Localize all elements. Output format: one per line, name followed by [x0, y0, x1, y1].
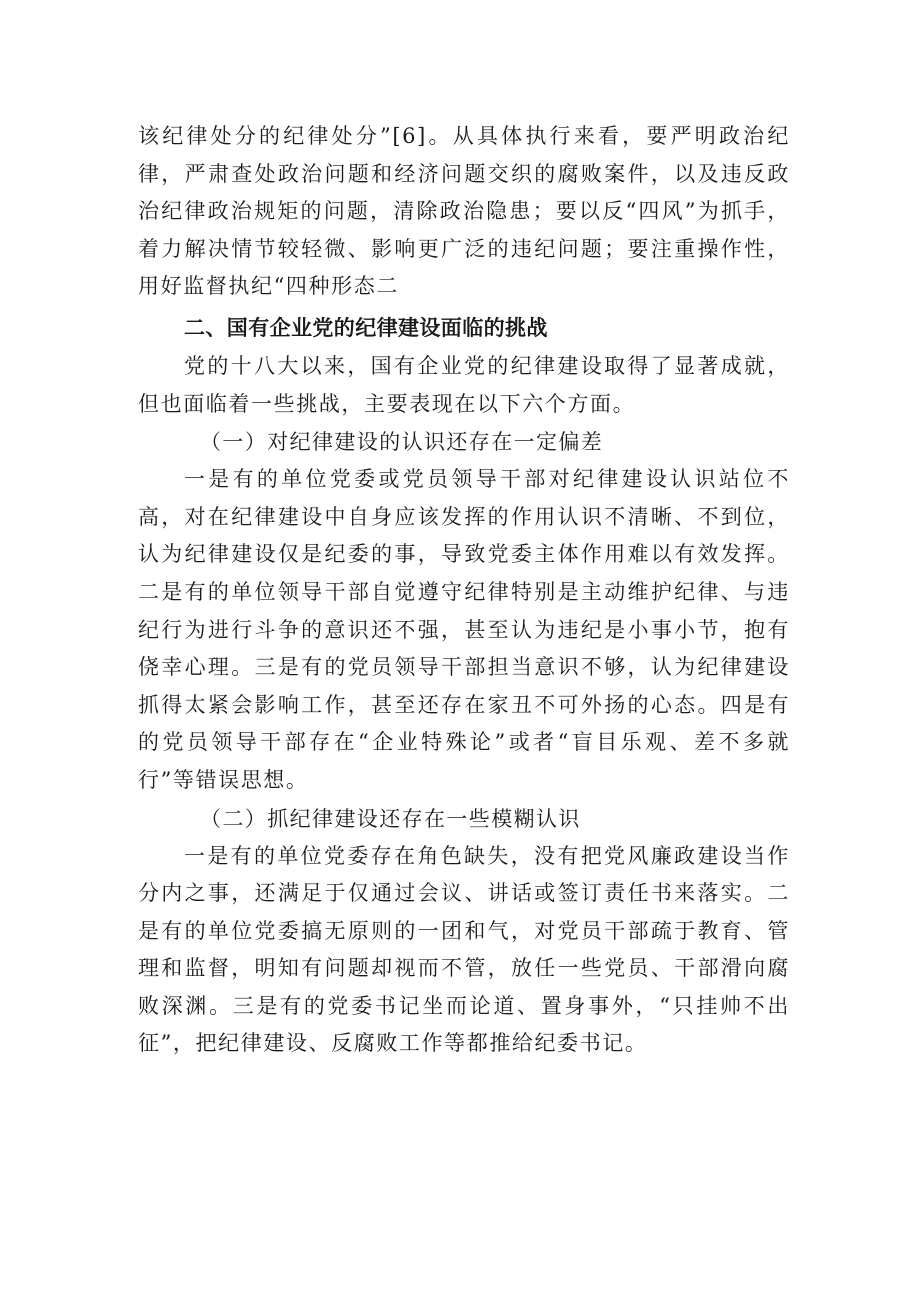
paragraph-subsection-2: 一是有的单位党委存在角色缺失，没有把党风廉政建设当作分内之事，还满足于仅通过会议、讲话或签订责任书来落实。二是有的单位党委搞无原则的一团和气，对党员干部疏于教育、管理和监督，明知有问题却视而不管，放任一些党员、干部滑向腐败深渊。三是有的党委书记坐而论道、置身事外，“只挂帅不出征”，把纪律建设、反腐败工作等都推给纪委书记。: [138, 843, 790, 1056]
paragraph-continuation: 该纪律处分的纪律处分”[6]。从具体执行来看，要严明政治纪律，严肃查处政治问题和经济问题交织的腐败案件，以及违反政治纪律政治规矩的问题，清除政治隐患；要以反“四风”为抓手，着力解决情节较轻微、影响更广泛的违纪问题；要注重操作性，用好监督执纪“四种形态二: [138, 124, 790, 299]
paragraph-subsection-1: 一是有的单位党委或党员领导干部对纪律建设认识站位不高，对在纪律建设中自身应该发挥的作用认识不清晰、不到位，认为纪律建设仅是纪委的事，导致党委主体作用难以有效发挥。二是有的单位领导干部自觉遵守纪律特别是主动维护纪律、与违纪行为进行斗争的意识还不强，甚至认为违纪是小事小节，抱有侥幸心理。三是有的党员领导干部担当意识不够，认为纪律建设抓得太紧会影响工作，甚至还存在家丑不可外扬的心态。四是有的党员领导干部存在“企业特殊论”或者“盲目乐观、差不多就行”等错误思想。: [138, 467, 790, 792]
paragraph-intro: 党的十八大以来，国有企业党的纪律建设取得了显著成就，但也面临着一些挑战，主要表现在以下六个方面。: [138, 353, 790, 416]
subsection-heading-1: （一）对纪律建设的认识还存在一定偏差: [200, 430, 604, 455]
section-heading: 二、国有企业党的纪律建设面临的挑战: [184, 315, 548, 340]
subsection-heading-2: （二）抓纪律建设还存在一些模糊认识: [200, 806, 581, 831]
document-body: [138, 118, 790, 1063]
